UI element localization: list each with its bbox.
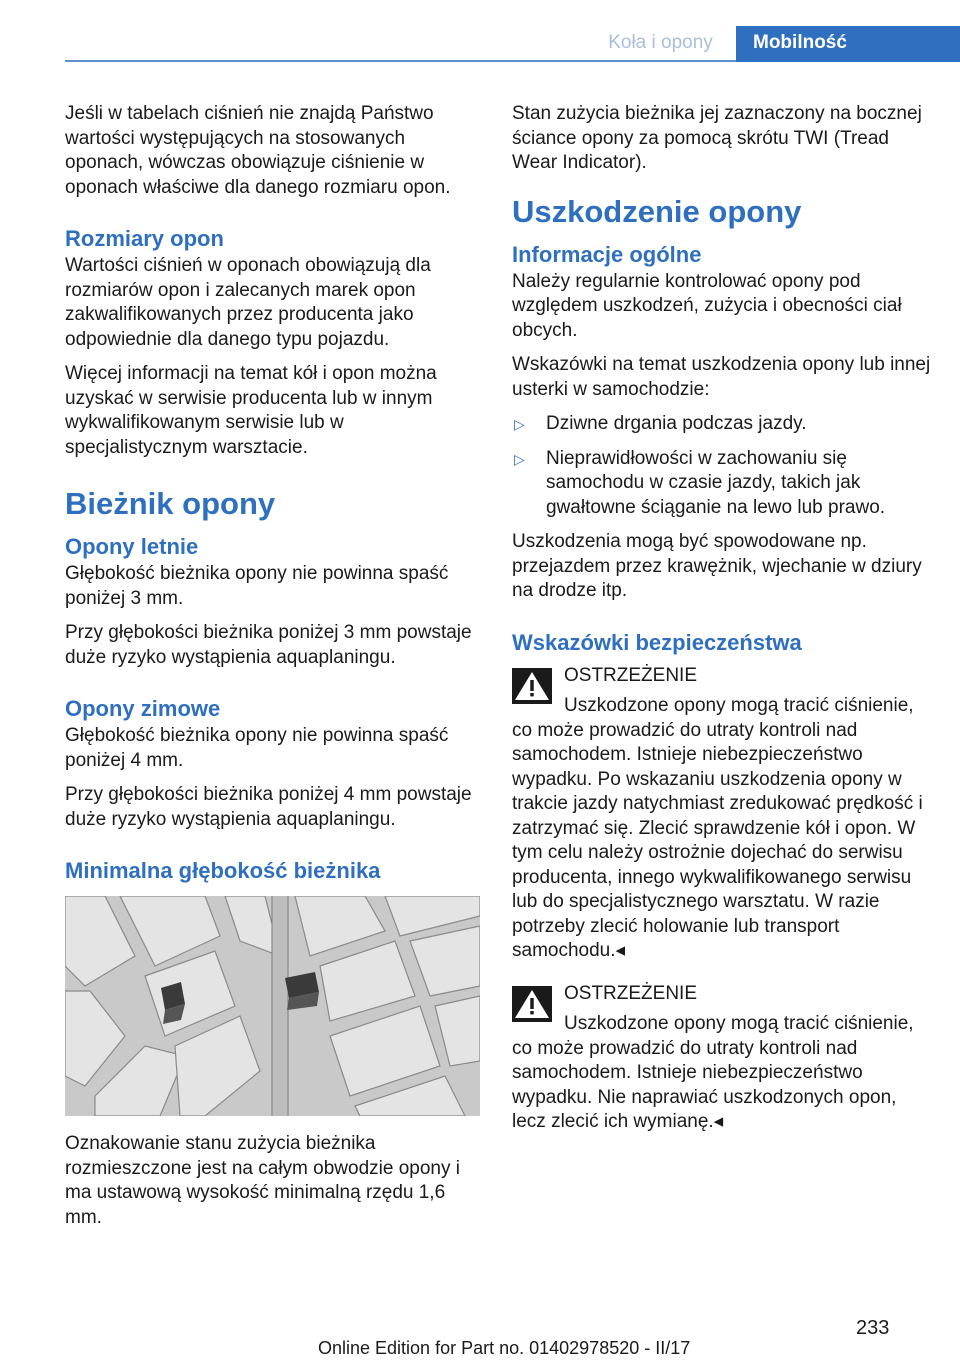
list-item: ▷ Dziwne drgania podczas jazdy.	[512, 412, 932, 437]
page-header	[0, 26, 960, 62]
twi-marker-left	[161, 982, 185, 1024]
heading-rozmiary-opon: Rozmiary opon	[65, 226, 224, 251]
paragraph: Należy regularnie kontrolować opony pod względem uszkodzeń, zużycia i obecności ciał obcych.	[512, 270, 902, 341]
heading-informacje-ogolne: Informacje ogólne	[512, 241, 702, 267]
header-chapter-tab[interactable]: Mobilność	[736, 26, 960, 62]
paragraph: Przy głębokości bieżnika poniżej 3 mm powstaje duże ryzyko wystąpienia aquaplaningu.	[65, 622, 472, 668]
paragraph: Głębokość bieżnika opony nie powinna spaść poniżej 4 mm.	[65, 725, 449, 771]
image-caption: Oznakowanie stanu zużycia bieżnika rozmieszczone jest na całym obwodzie opony i ma ustawową wysokość minimalną rzędu 1,6 mm.	[65, 1133, 460, 1228]
warning-triangle-icon	[512, 986, 552, 1022]
intro-paragraph: Jeśli w tabelach ciśnień nie znajdą Państwo wartości występujących na stosowanych oponach, wówczas obowiązuje ciśnienie w oponach właściwe dla danego rozmiaru opon.	[65, 103, 451, 198]
header-section-tab[interactable]: Koła i opony	[608, 32, 713, 53]
page-number: 233	[856, 1317, 890, 1339]
symptom-list	[512, 412, 932, 520]
paragraph: Przy głębokości bieżnika poniżej 4 mm powstaje duże ryzyko wystąpienia aquaplaningu.	[65, 784, 472, 830]
paragraph: Więcej informacji na temat kół i opon można uzyskać w serwisie producenta lub w innym wykwalifikowanym serwisie lub w specjalistycznym warsztacie.	[65, 363, 437, 458]
heading-opony-zimowe: Opony zimowe	[65, 696, 221, 721]
warning-title: OSTRZEŻENIE	[564, 664, 698, 686]
left-column	[65, 102, 485, 1240]
paragraph: Uszkodzenia mogą być spowodowane np. przejazdem przez krawężnik, wjechanie w dziury na drodze itp.	[512, 531, 922, 601]
triangle-bullet-icon: ▷	[514, 450, 525, 467]
list-item: ▷ Nieprawidłowości w zachowaniu się samochodu w czasie jazdy, takich jak gwałtowne ściąganie na lewo lub prawo.	[514, 447, 886, 518]
twi-marker-right	[285, 972, 319, 1010]
heading-bieznik-opony: Bieżnik opony	[65, 486, 276, 521]
warning-box	[512, 664, 932, 964]
paragraph: Wartości ciśnień w oponach obowiązują dla rozmiarów opon i zalecanych marek opon zakwalifikowanych przez producenta jako odpowiednie dla danego typu pojazdu.	[65, 255, 431, 350]
heading-minimalna-glebokosc: Minimalna głębokość bieżnika	[65, 858, 381, 883]
right-column	[512, 102, 932, 1153]
warning-text: Uszkodzone opony mogą tracić ciśnienie, co może prowadzić do utraty kontroli nad samochodem. Istnieje niebezpieczeństwo wypadku. Nie naprawiać uszkodzonych opon, lecz zlecić ich wymianę.◂	[512, 1013, 914, 1132]
paragraph: Głębokość bieżnika opony nie powinna spaść poniżej 3 mm.	[65, 563, 449, 609]
warning-text: Uszkodzone opony mogą tracić ciśnienie, co może prowadzić do utraty kontroli nad samochodem. Istnieje niebezpieczeństwo wypadku. Po wskazaniu uszkodzenia opony w trakcie jazdy natychmiast zredukować prędkość i zatrzymać się. Zlecić sprawdzenie kół i opon. W tym celu należy ostrożnie dojechać do serwisu producenta, innego wykwalifikowanego serwisu lub do specjalistycznego warsztatu. W razie potrzeby zlecić holowanie lub transport samochodu.◂	[512, 695, 923, 961]
warning-box	[512, 982, 932, 1135]
triangle-bullet-icon: ▷	[514, 416, 525, 432]
heading-opony-letnie: Opony letnie	[65, 534, 199, 559]
warning-title: OSTRZEŻENIE	[564, 982, 698, 1004]
paragraph: Wskazówki na temat uszkodzenia opony lub innej usterki w samochodzie:	[512, 354, 931, 400]
heading-wskazowki-bezpieczenstwa: Wskazówki bezpieczeństwa	[512, 629, 802, 655]
footer-edition: Online Edition for Part no. 01402978520 - II/17	[318, 1338, 691, 1358]
heading-uszkodzenie-opony: Uszkodzenie opony	[512, 193, 802, 229]
intro-paragraph: Stan zużycia bieżnika jej zaznaczony na bocznej ściance opony za pomocą skrótu TWI (Tread Wear Indicator).	[512, 103, 922, 173]
warning-triangle-icon	[512, 668, 552, 704]
tire-tread-illustration	[65, 896, 480, 1116]
